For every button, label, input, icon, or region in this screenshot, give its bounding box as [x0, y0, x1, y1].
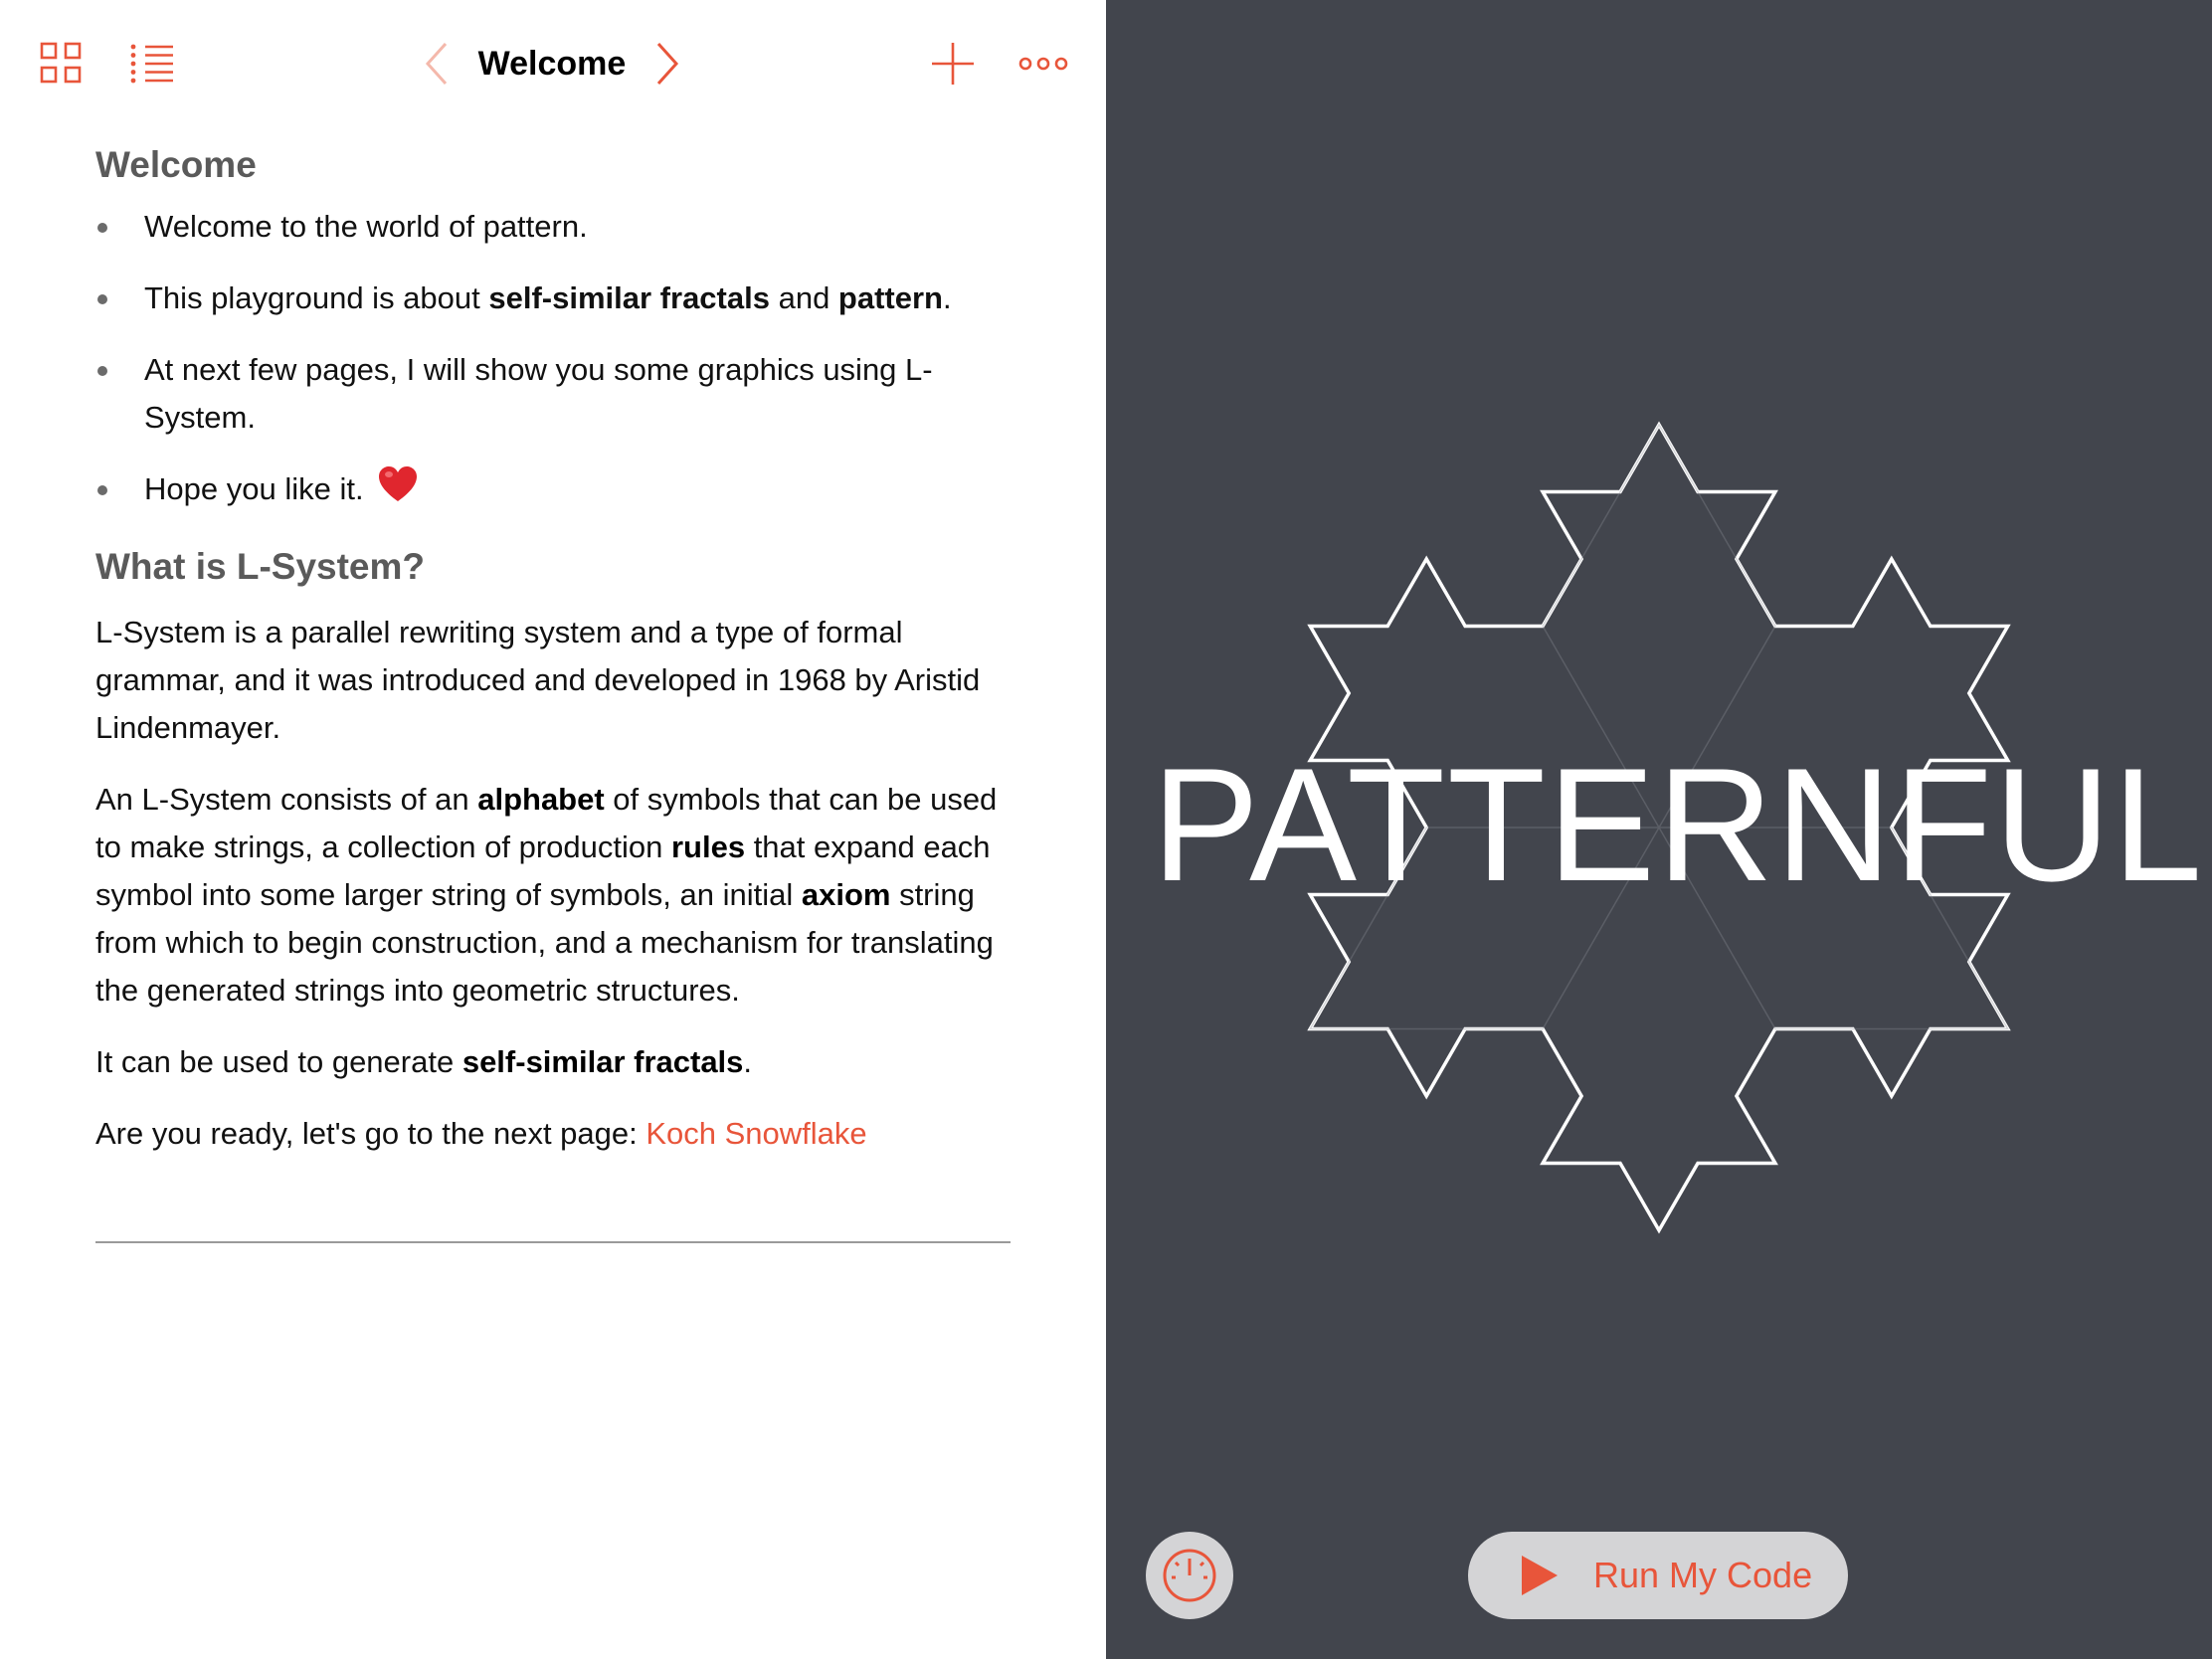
live-view — [1106, 0, 2212, 1659]
bold-text: pattern — [837, 280, 943, 315]
paragraph — [95, 776, 1011, 1014]
bold-text: rules — [670, 830, 746, 864]
divider — [95, 1241, 1011, 1243]
list-item — [95, 275, 1011, 322]
paragraph — [95, 1110, 1011, 1158]
bullet-text: . — [943, 280, 952, 315]
speedometer-icon[interactable] — [1146, 1532, 1233, 1619]
bullet-dot — [97, 294, 107, 304]
bold-text: self-similar fractals — [461, 1044, 744, 1079]
bullet-dot — [97, 485, 107, 495]
list-item — [95, 465, 1011, 517]
text: of symbols that can be used to make strings, a collection of production — [95, 782, 998, 864]
plus-icon[interactable] — [929, 40, 977, 88]
text: . — [743, 1044, 753, 1079]
heading-lsystem: What is L-System? — [95, 546, 425, 587]
bold-text: axiom — [801, 877, 891, 912]
bullet-text: This playground is about — [144, 280, 489, 315]
koch-snowflake-link[interactable]: Koch Snowflake — [645, 1116, 867, 1151]
list-item — [95, 203, 1011, 251]
bullet-dot — [97, 223, 107, 233]
play-icon — [1520, 1554, 1560, 1597]
brand-title: PATTERNFUL — [1152, 735, 2205, 915]
snowflake-outline-reverse — [1310, 425, 2007, 1029]
list-icon[interactable] — [127, 40, 179, 88]
bold-text: alphabet — [477, 782, 605, 817]
run-button-label: Run My Code — [1593, 1555, 1813, 1595]
heart-icon — [378, 465, 418, 517]
bullet-text: Hope you like it. — [144, 471, 364, 506]
toolbar — [0, 0, 1106, 129]
bullet-list — [95, 203, 1011, 517]
paragraph — [95, 1038, 1011, 1086]
document-body — [95, 139, 1011, 1182]
bullet-dot — [97, 366, 107, 376]
paragraph: L-System is a parallel rewriting system and a type of formal grammar, and it was introduced and developed in 1968 by Aristid Lindenmayer. — [95, 615, 981, 745]
text: Are you ready, let's go to the next page: — [95, 1116, 646, 1151]
text: string from which to begin construction, and a mechanism for translating the generated strings into geometric structures. — [95, 877, 994, 1008]
grid-icon[interactable] — [38, 40, 86, 88]
heading-welcome: Welcome — [95, 144, 257, 185]
page-title: Welcome — [477, 45, 627, 83]
text: An L-System consists of an — [95, 782, 478, 817]
chevron-right-icon[interactable] — [648, 38, 688, 90]
bullet-text: At next few pages, I will show you some graphics using L-System. — [144, 352, 933, 435]
list-item — [95, 346, 1011, 442]
chevron-left-icon[interactable] — [416, 38, 456, 90]
text: It can be used to generate — [95, 1044, 462, 1079]
bold-text: self-similar fractals — [488, 280, 770, 315]
text: that expand each symbol into some larger string of symbols, an initial — [95, 830, 991, 912]
run-my-code-button[interactable] — [1468, 1532, 1848, 1619]
bullet-text: and — [769, 280, 838, 315]
bullet-text: Welcome to the world of pattern. — [144, 209, 588, 244]
ellipsis-icon[interactable] — [1018, 52, 1068, 76]
